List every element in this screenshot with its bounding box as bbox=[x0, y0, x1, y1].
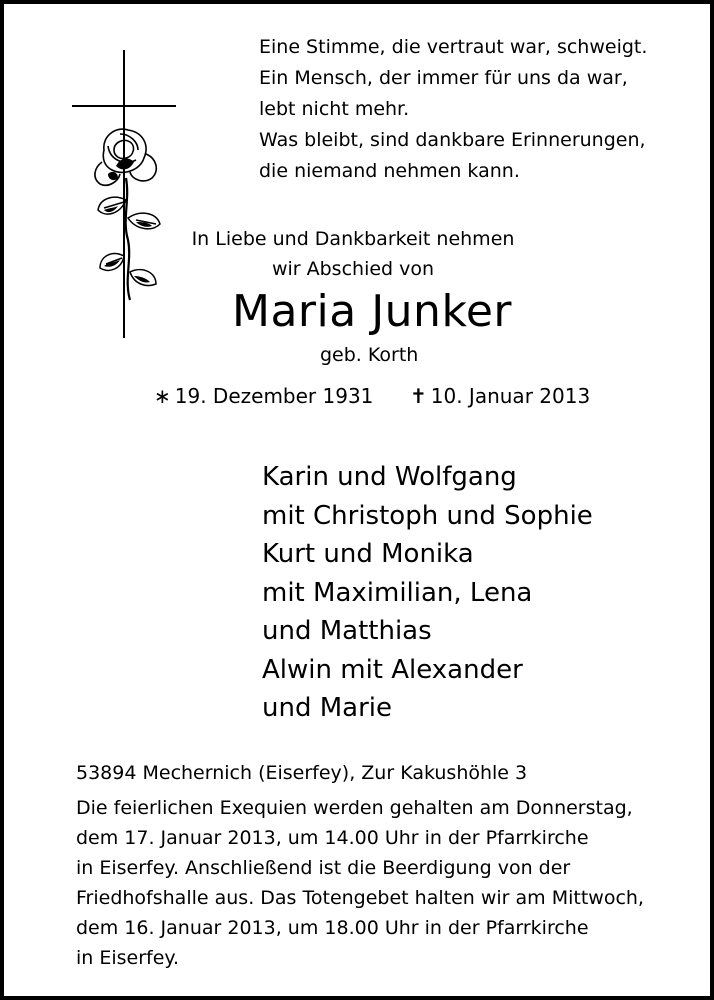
death-date-text: 10. Januar 2013 bbox=[430, 384, 591, 408]
intro-line-1: In Liebe und Dankbarkeit nehmen bbox=[191, 228, 515, 250]
poem bbox=[259, 32, 647, 187]
poem-line: Eine Stimme, die vertraut war, schweigt. bbox=[259, 36, 648, 58]
address: 53894 Mechernich (Eiserfey), Zur Kakushöhle 3 bbox=[76, 762, 528, 784]
family-list bbox=[262, 458, 593, 728]
birth-star-icon: ∗ bbox=[154, 384, 171, 408]
family-line: Karin und Wolfgang bbox=[262, 462, 517, 492]
cross-rose-icon bbox=[64, 50, 184, 340]
poem-line: die niemand nehmen kann. bbox=[259, 160, 520, 182]
service-line: in Eiserfey. Anschließend ist die Beerdigung von der bbox=[76, 857, 571, 879]
family-line: Alwin mit Alexander bbox=[262, 654, 523, 685]
death-date bbox=[410, 384, 590, 408]
poem-line: lebt nicht mehr. bbox=[259, 98, 410, 120]
family-line: und Matthias bbox=[262, 616, 432, 646]
deceased-name: Maria Junker bbox=[232, 286, 513, 337]
birth-date bbox=[154, 384, 373, 408]
death-cross-icon: ✝ bbox=[410, 384, 427, 408]
service-line: dem 17. Januar 2013, um 14.00 Uhr in der Pfarrkirche bbox=[76, 827, 589, 849]
service-line: Friedhofshalle aus. Das Totengebet halten wir am Mittwoch, bbox=[76, 887, 644, 909]
intro-line-2: wir Abschied von bbox=[271, 258, 435, 280]
family-line: mit Maximilian, Lena bbox=[262, 577, 533, 608]
poem-line: Was bleibt, sind dankbare Erinnerungen, bbox=[259, 129, 646, 151]
family-line: und Marie bbox=[262, 693, 392, 723]
maiden-name: geb. Korth bbox=[320, 344, 419, 366]
birth-date-text: 19. Dezember 1931 bbox=[174, 384, 374, 408]
service-line: Die feierlichen Exequien werden gehalten am Donnerstag, bbox=[76, 797, 633, 819]
family-line: Kurt und Monika bbox=[262, 539, 474, 569]
poem-line: Ein Mensch, der immer für uns da war, bbox=[259, 67, 628, 89]
service-line: in Eiserfey. bbox=[76, 947, 179, 969]
family-line: mit Christoph und Sophie bbox=[262, 500, 593, 531]
service-info bbox=[76, 793, 644, 973]
service-line: dem 16. Januar 2013, um 18.00 Uhr in der Pfarrkirche bbox=[76, 917, 589, 939]
